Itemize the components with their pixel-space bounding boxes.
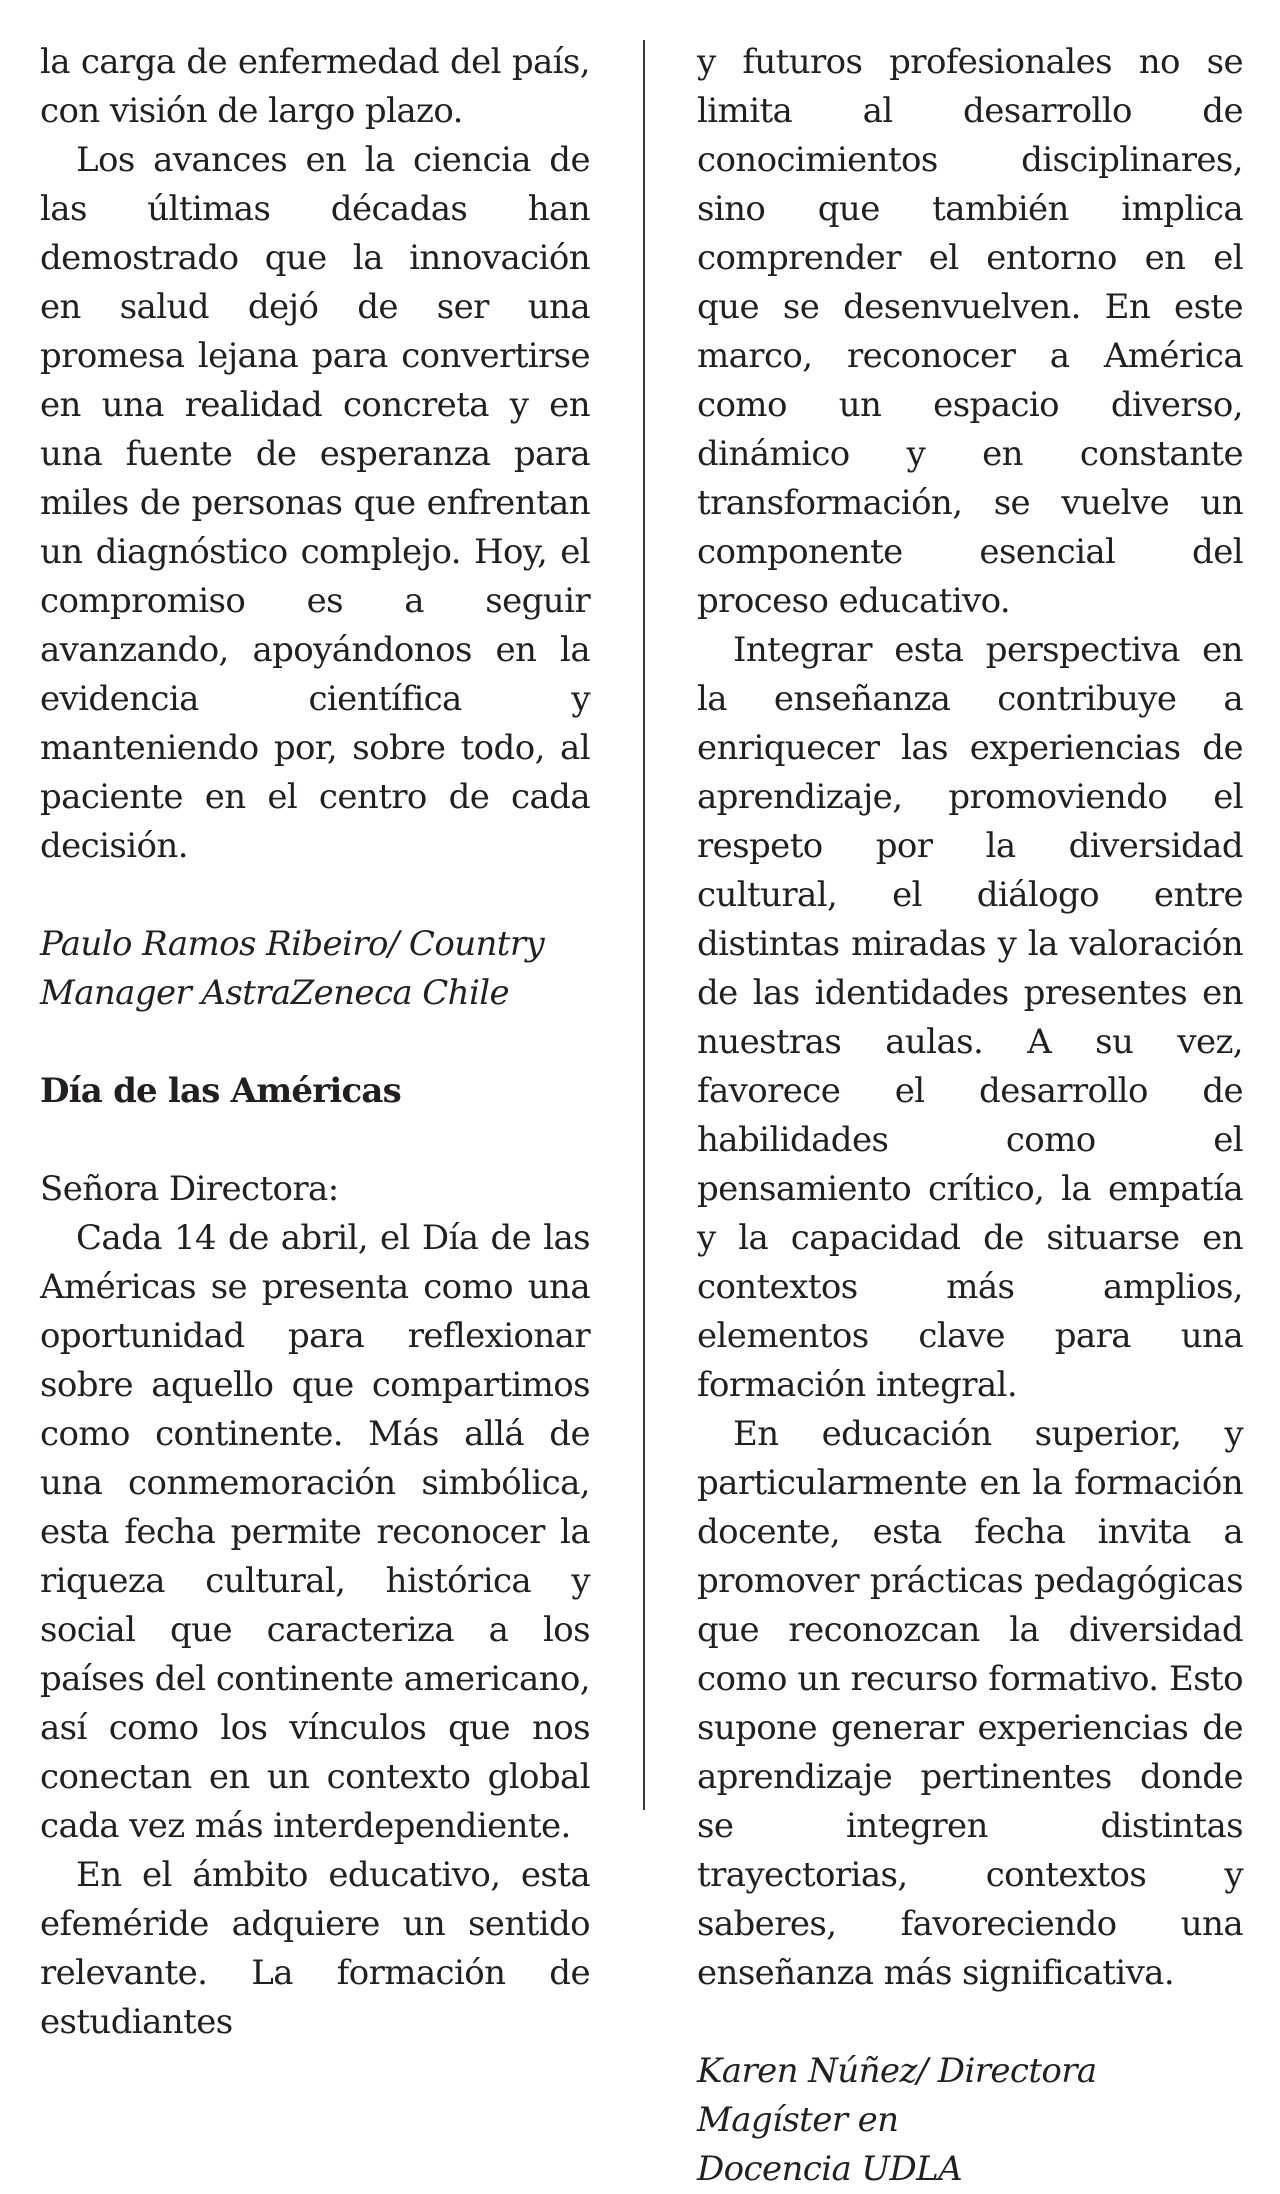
paragraph-educacion: En educación superior, y particularmente en la formación docente, esta fecha invita a promover prácticas pedagógicas que reconozcan la diversidad como un recurso formativo. Esto supone generar experiencias de aprendizaje pertinentes donde se integren distintas trayectorias, contextos y saberes, favoreciendo una enseñanza más significativa. (697, 1414, 1243, 1993)
paragraph-continuation: la carga de enfermedad del país, con visión de largo plazo. (40, 42, 590, 131)
author-signature (697, 2047, 1243, 2194)
letter-salutation: Señora Directora: (40, 1169, 339, 1209)
signature-line: Manager AstraZeneca Chile (40, 973, 510, 1013)
left-column (40, 38, 590, 2047)
paragraph-ambito: En el ámbito educativo, esta efeméride adquiere un sentido relevante. La formación de estudiantes (40, 1855, 590, 2042)
paragraph-avances: Los avances en la ciencia de las últimas décadas han demostrado que la innovación en salud dejó de ser una promesa lejana para convertirse en una realidad concreta y en una fuente de esperanza para miles de personas que enfrentan un diagnóstico complejo. Hoy, el compromiso es a seguir avanzando, apoyándonos en la evidencia científica y manteniendo por, sobre todo, al paciente en el centro de cada decisión. (40, 140, 590, 866)
author-signature (40, 920, 590, 1018)
signature-line: Docencia UDLA (697, 2149, 963, 2189)
paragraph-integrar: Integrar esta perspectiva en la enseñanza contribuye a enriquecer las experiencias de aprendizaje, promoviendo el respeto por la diversidad cultural, el diálogo entre distintas miradas y la valoración de las identidades presentes en nuestras aulas. A su vez, favorece el desarrollo de habilidades como el pensamiento crítico, la empatía y la capacidad de situarse en contextos más amplios, elementos clave para una formación integral. (697, 630, 1243, 1405)
paragraph-continuation: y futuros profesionales no se limita al desarrollo de conocimientos disciplinares, sino que también implica comprender el entorno en el que se desenvuelven. En este marco, reconocer a América como un espacio diverso, dinámico y en constante transformación, se vuelve un componente esencial del proceso educativo. (697, 42, 1243, 621)
paragraph-cada: Cada 14 de abril, el Día de las Américas se presenta como una oportunidad para reflexionar sobre aquello que compartimos como continente. Más allá de una conmemoración simbólica, esta fecha permite reconocer la riqueza cultural, histórica y social que caracteriza a los países del continente americano, así como los vínculos que nos conectan en un contexto global cada vez más interdependiente. (40, 1218, 590, 1846)
column-divider (643, 40, 645, 1810)
signature-line: Paulo Ramos Ribeiro/ Country (40, 924, 545, 964)
right-column (697, 38, 1243, 2194)
signature-line: Karen Núñez/ Directora Magíster en (697, 2051, 1097, 2140)
letter-headline: Día de las Américas (40, 1071, 401, 1111)
